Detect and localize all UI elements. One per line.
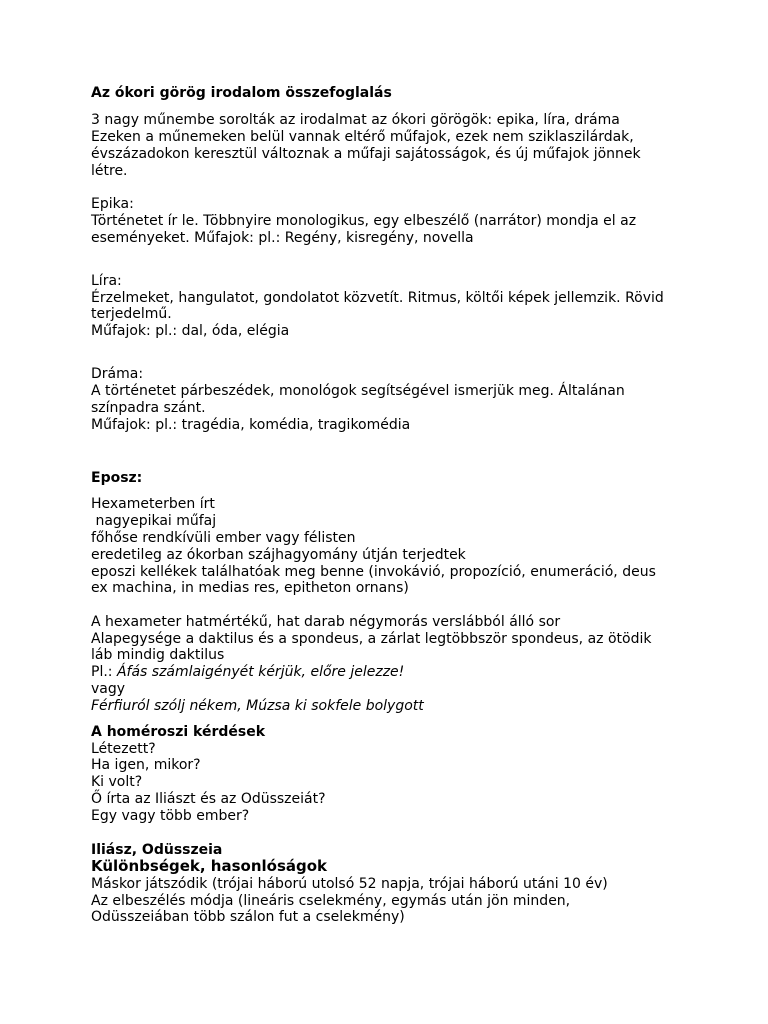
question-line: Egy vagy több ember? [91, 808, 250, 824]
hexameter-line: Alapegysége a daktilus és a spondeus, a zárlat legtöbbször spondeus, az ötödik [91, 631, 652, 647]
example-verse: Férfiuról szólj nékem, Múzsa ki sokfele bolygott [91, 698, 424, 714]
intro-line: 3 nagy műnembe sorolták az irodalmat az ókori görögök: epika, líra, dráma [91, 112, 620, 128]
question-line: Ő írta az Iliászt és az Odüsszeiát? [91, 791, 326, 807]
document-title: Az ókori görög irodalom összefoglalás [91, 85, 392, 101]
iliasz-line: Máskor játszódik (trójai háború utolsó 52 napja, trójai háború utáni 10 év) [91, 876, 608, 892]
eposz-line: főhőse rendkívüli ember vagy félisten [91, 530, 356, 546]
example-verse: Áfás számlaigényét kérjük, előre jelezze! [116, 664, 405, 680]
intro-line: évszázadokon keresztül változnak a műfaji sajátosságok, és új műfajok jönnek [91, 146, 641, 162]
lira-line: Érzelmeket, hangulatot, gondolatot közvetít. Ritmus, költői képek jellemzik. Rövid [91, 290, 664, 306]
iliasz-heading: Iliász, Odüsszeia [91, 842, 223, 858]
epika-line: eseményeket. Műfajok: pl.: Regény, kisregény, novella [91, 230, 474, 246]
homeroszi-heading: A homéroszi kérdések [91, 724, 266, 740]
iliasz-subheading: Különbségek, hasonlóságok [91, 857, 328, 875]
lira-line: Műfajok: pl.: dal, óda, elégia [91, 323, 290, 339]
question-line: Létezett? [91, 741, 156, 757]
drama-line: Műfajok: pl.: tragédia, komédia, tragikomédia [91, 417, 411, 433]
eposz-line: ex machina, in medias res, epitheton ornans) [91, 580, 409, 596]
hexameter-line: láb mindig daktilus [91, 647, 225, 663]
epika-line: Történetet ír le. Többnyire monologikus, egy elbeszélő (narrátor) mondja el az [91, 213, 637, 229]
lira-line: terjedelmű. [91, 306, 172, 322]
eposz-line: eredetileg az ókorban szájhagyomány útján terjedtek [91, 547, 466, 563]
eposz-line: Hexameterben írt [91, 496, 215, 512]
intro-line: létre. [91, 163, 128, 179]
hexameter-line: A hexameter hatmértékű, hat darab négymorás verslábból álló sor [91, 614, 561, 630]
example-prefix: Pl.: [91, 664, 117, 680]
intro-line: Ezeken a műnemeken belül vannak eltérő műfajok, ezek nem sziklaszilárdak, [91, 129, 634, 145]
drama-line: színpadra szánt. [91, 400, 206, 416]
eposz-heading: Eposz: [91, 470, 143, 486]
connector-text: vagy [91, 681, 126, 697]
eposz-line: eposzi kellékek találhatóak meg benne (invokávió, propozíció, enumeráció, deus [91, 564, 656, 580]
iliasz-line: Az elbeszélés módja (lineáris cselekmény, egymás után jön minden, [91, 893, 571, 909]
example-line [91, 664, 404, 681]
epika-heading: Epika: [91, 196, 134, 212]
eposz-line: nagyepikai műfaj [91, 513, 217, 529]
drama-line: A történetet párbeszédek, monológok segítségével ismerjük meg. Általánan [91, 383, 625, 399]
drama-heading: Dráma: [91, 366, 144, 382]
iliasz-line: Odüsszeiában több szálon fut a cselekmény) [91, 909, 405, 925]
question-line: Ki volt? [91, 774, 143, 790]
lira-heading: Líra: [91, 273, 122, 289]
question-line: Ha igen, mikor? [91, 757, 201, 773]
